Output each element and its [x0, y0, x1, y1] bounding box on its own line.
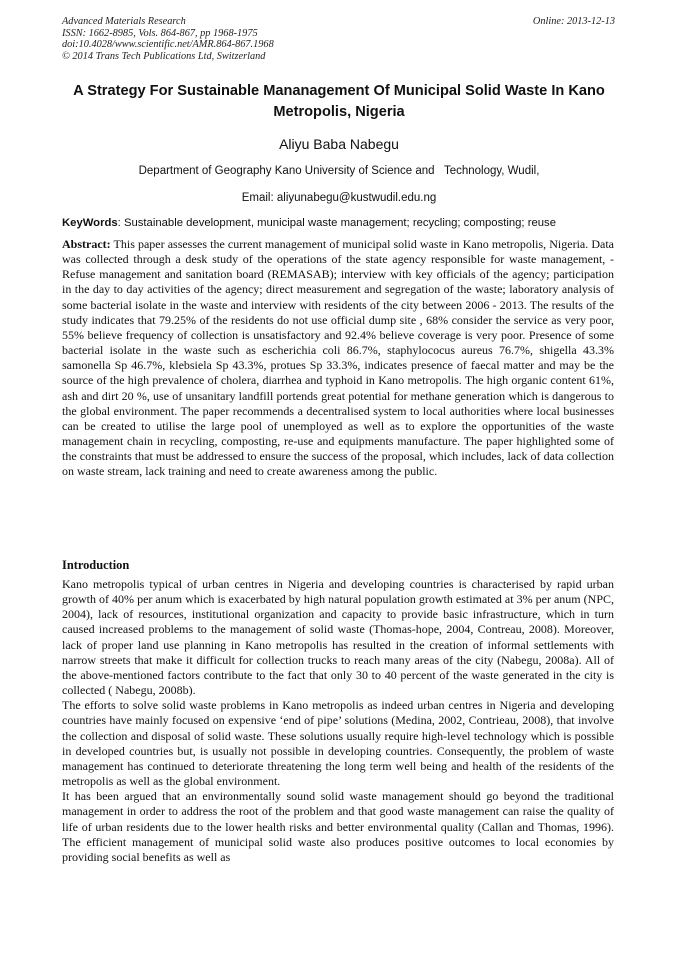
introduction-paragraph: Kano metropolis typical of urban centres in Nigeria and developing countries is characterised by rapid urban growth of 40% per anum which is exacerbated by high natural population growth estimated at 3% per anum (NPC, 2004), lack of resources, institutional organization and capacity to provide basic infrastructure, which in turn caused increased problems to the management of solid waste (Thomas-hope, 2004, Contreau, 2008). Moreover, lack of proper land use planning in Kano metropolis has resulted in the creation of informal settlements with narrow streets that make it difficult for collection trucks to reach many areas of the city (Nabegu, 2008a). All of the above-mentioned factors contribute to the fact that only 30 to 40 percent of the waste generated in the city is collected ( Nabegu, 2008b).	[62, 577, 614, 698]
introduction-paragraph: It has been argued that an environmentally sound solid waste management should go beyond the traditional management in order to address the root of the problem and that good waste management can raise the quality of life of urban residents due to the lower health risks and better environmental quality (Callan and Thomas, 1996). The efficient management of municipal solid waste also produces positive outcomes to local economies by providing social benefits as well as	[62, 789, 614, 864]
issn-line: ISSN: 1662-8985, Vols. 864-867, pp 1968-1975	[62, 27, 258, 39]
keywords	[62, 216, 622, 231]
keywords-label: KeyWords	[62, 217, 118, 229]
abstract-label: Abstract:	[62, 237, 111, 251]
doi-line: doi:10.4028/www.scientific.net/AMR.864-867.1968	[62, 39, 274, 51]
copyright-line: © 2014 Trans Tech Publications Ltd, Switzerland	[62, 50, 266, 62]
online-date: Online: 2013-12-13	[532, 16, 615, 27]
paper-title: A Strategy For Sustainable Mananagement Of Municipal Solid Waste In Kano Metropolis, Nigeria	[73, 83, 605, 120]
journal-name: Advanced Materials Research	[62, 16, 186, 27]
introduction-body	[62, 577, 614, 865]
keywords-text: : Sustainable development, municipal waste management; recycling; composting; reuse	[117, 217, 556, 229]
author-email: Email: aliyunabegu@kustwudil.edu.ng	[241, 192, 437, 204]
section-heading-introduction: Introduction	[62, 558, 130, 572]
author-affiliation: Department of Geography Kano University of Science and Technology, Wudil,	[138, 165, 540, 177]
abstract	[62, 237, 614, 480]
journal-header	[62, 16, 382, 62]
abstract-text: This paper assesses the current management of municipal solid waste in Kano metropolis, Nigeria. Data was collected through a desk study of the operations of the state agency responsible for waste management, - Refuse management and sanitation board (REMASAB); interview with key officials of the agency; participation in the day to day activities of the agency; direct measurement and segregation of the waste; laboratory analysis of some bacterial isolate in the waste and interview with residents of the city between 2006 - 2013. The results of the study indicates that 79.25% of the residents do not use official dump site , 68% consider the service as very poor, 55% believe frequency of collection is unsatisfactory and 92.4% believe coverage is very poor. Presence of some bacterial isolate in the waste such as escherichia coli 86.7%, staphylococus aureus 76.7%, shigella 43.3% samonella Sp 46.7%, klebsiela Sp 43.3%, protues Sp 33.3%, indicates presence of faecal matter and may be the source of the high prevalence of cholera, diarrhea and typhoid in Kano metropolis. The high organic content 61%, ash and dirt 20 %, use of unsanitary landfill portends great potential for methane generation which is dangerous to the global environment. The paper recommends a decentralised system to local authorities where local businesses can be created to utilise the large pool of unemployed as well as to explore the opportunities of the waste management chain in recycling, composting, re-use and equipments manufacture. The paper highlighted some of the constraints that must be addressed to ensure the success of the proposal, which includes, lack of data collection on waste stream, lack training and need to create awareness among the public.	[62, 237, 614, 479]
author-name: Aliyu Baba Nabegu	[279, 136, 399, 152]
introduction-paragraph: The efforts to solve solid waste problems in Kano metropolis as indeed urban centres in Nigeria and developing countries have mainly focused on expensive ‘end of pipe’ solutions (Medina, 2002, Contrieau, 2008), that involve the collection and disposal of solid waste. These solutions usually require high-level technology which is possible in developed countries but, is usually not possible in developing countries. Consequently, the problem of waste management has continued to deteriorate threatening the long term well being and health of the residents of the metropolis as well as the global environment.	[62, 698, 614, 789]
